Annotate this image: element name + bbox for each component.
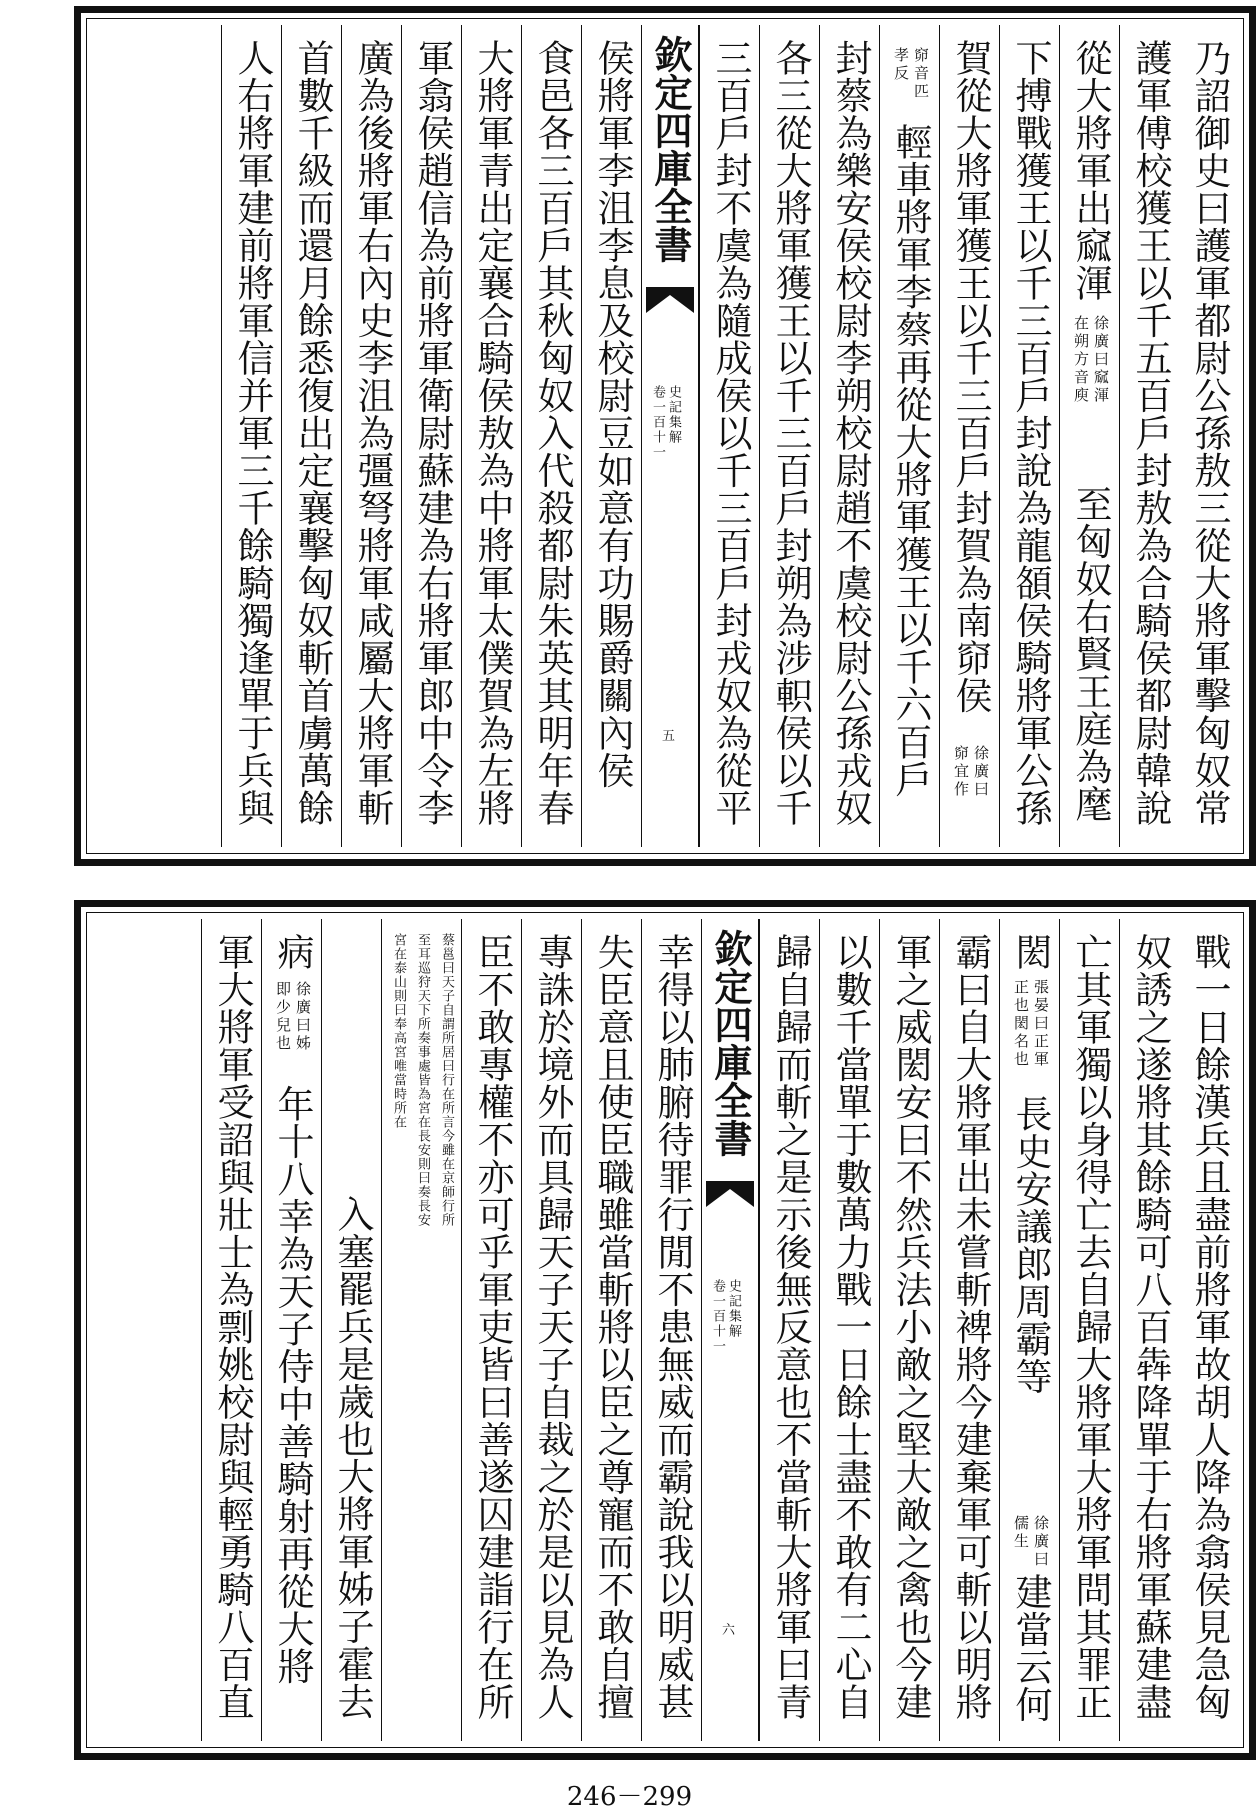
- center-source: 史記集解: [726, 1279, 741, 1339]
- text-column: [1179, 919, 1239, 1741]
- column-text-after: 年十八幸為天子侍中善騎射再從大將: [271, 1085, 314, 1685]
- annotation-right: 張晏曰正軍: [1032, 979, 1050, 1069]
- fishtail-mark: [646, 287, 694, 313]
- center-title: 欽定四庫全書: [648, 35, 693, 263]
- annotation-middle: 至耳巡狩天下所奏事處皆為宮在長安則曰奏長安: [415, 933, 430, 1227]
- text-column: [879, 25, 939, 847]
- center-source: 史記集解: [666, 385, 681, 445]
- text-column: [401, 25, 461, 847]
- column-text: 侯將軍李沮李息及校尉豆如意有功賜爵關內侯: [591, 39, 634, 789]
- text-column: [581, 919, 641, 1741]
- column-text: 人右將軍建前將軍信并軍三千餘騎獨逢單于兵與: [231, 39, 274, 827]
- text-column: [939, 25, 999, 847]
- column-text-after: 輕車將軍李蔡再從大將軍獲王以千六百戶: [889, 123, 932, 798]
- annotation-left: 在朔方音庾: [1072, 315, 1090, 405]
- text-column: [281, 25, 341, 847]
- text-column: [1179, 25, 1239, 847]
- annotation-right: 蔡邕曰天子自謂所居曰行在所言今雖在京師行所: [439, 933, 454, 1227]
- center-fold: [641, 25, 699, 847]
- column-text-after: 入塞罷兵是歲也大將軍姊子霍去: [331, 1195, 374, 1720]
- center-fold: [701, 919, 759, 1741]
- column-text: 廣為後將軍右內史李沮為彊弩將軍咸屬大將軍斬: [351, 39, 394, 827]
- column-text: 從大將軍出窳渾: [1069, 39, 1112, 302]
- annotation-left: 窌宜作: [952, 745, 970, 799]
- page-lower: [74, 900, 1256, 1760]
- text-column: [1059, 919, 1119, 1741]
- text-column: [521, 25, 581, 847]
- text-column: [521, 919, 581, 1741]
- center-page-number: 六: [722, 1623, 736, 1638]
- text-column: [819, 919, 879, 1741]
- text-column: [461, 25, 521, 847]
- column-text: 歸自歸而斬之是示後無反意也不當斬大將軍曰青: [769, 933, 812, 1721]
- column-text: 幸得以肺腑待罪行閒不患無威而霸說我以明威甚: [651, 933, 694, 1721]
- column-text: 病: [271, 933, 314, 971]
- text-column: [201, 919, 261, 1741]
- column-text: 臣不敢專權不亦可乎軍吏皆曰善遂囚建詣行在所: [471, 933, 514, 1721]
- text-column: [641, 919, 701, 1741]
- column-text-after: 建當云何: [1009, 1573, 1052, 1723]
- column-text: 下搏戰獲王以千三百戶封說為龍頟侯騎將軍公孫: [1009, 39, 1052, 827]
- text-column: [759, 25, 819, 847]
- annotation-right: 徐廣曰: [1032, 1515, 1050, 1569]
- text-column: [1119, 25, 1179, 847]
- page-upper-columns: [93, 25, 1237, 847]
- column-text: 閎: [1009, 933, 1052, 971]
- text-column: [999, 919, 1059, 1741]
- text-column: [461, 919, 521, 1741]
- text-column: [341, 25, 401, 847]
- annotation-right: 窌音匹: [912, 47, 930, 101]
- page-upper: [74, 6, 1256, 866]
- column-text: 賀從大將軍獲王以千三百戶封賀為南窌侯: [949, 39, 992, 714]
- annotation-left: 即少兒也: [274, 981, 292, 1053]
- column-text: 首數千級而還月餘悉復出定襄擊匈奴斬首虜萬餘: [291, 39, 334, 827]
- annotation-left: 正也閎名也: [1012, 979, 1030, 1069]
- center-volume: 卷一百十一: [710, 1279, 725, 1354]
- text-column: [221, 25, 281, 847]
- annotation-left: 孝反: [892, 47, 910, 83]
- column-text: 食邑各三百戶其秋匈奴入代殺都尉朱英其明年春: [531, 39, 574, 827]
- center-page-number: 五: [662, 729, 676, 744]
- column-text: 軍之威閎安曰不然兵法小敵之堅大敵之禽也今建: [889, 933, 932, 1721]
- column-text: 三百戶封不虞為隨成侯以千三百戶封戎奴為從平: [709, 39, 752, 827]
- text-column: [939, 919, 999, 1741]
- column-text: 乃詔御史曰護軍都尉公孫敖三從大將軍擊匈奴常: [1188, 39, 1231, 827]
- text-column: [819, 25, 879, 847]
- column-text: 軍大將軍受詔與壯士為剽姚校尉與輕勇騎八百直: [211, 933, 254, 1721]
- column-text: 亡其軍獨以身得亡去自歸大將軍大將軍問其罪正: [1069, 933, 1112, 1721]
- text-column: [1119, 919, 1179, 1741]
- page-number: 246－299: [566, 1782, 693, 1812]
- column-text: 封蔡為樂安侯校尉李朔校尉趙不虞校尉公孫戎奴: [829, 39, 872, 827]
- annotation-left: 儒生: [1012, 1515, 1030, 1551]
- page-lower-columns: [93, 919, 1237, 1741]
- annotation-left: 宮在泰山則曰奉高宮唯當時所在: [391, 933, 406, 1129]
- column-text: 奴誘之遂將其餘騎可八百犇降單于右將軍蘇建盡: [1129, 933, 1172, 1721]
- text-column: [1059, 25, 1119, 847]
- column-text: 失臣意且使臣職雖當斬將以臣之尊寵而不敢自擅: [591, 933, 634, 1721]
- column-text-after: 長史安議郎周霸等: [1009, 1095, 1052, 1395]
- fishtail-mark: [706, 1181, 754, 1207]
- column-text: 專誅於境外而具歸天子天子自裁之於是以見為人: [531, 933, 574, 1721]
- center-volume: 卷一百十一: [650, 385, 665, 460]
- annotation-right: 徐廣曰姊: [294, 981, 312, 1053]
- text-column: [879, 919, 939, 1741]
- column-text: 大將軍青出定襄合騎侯敖為中將軍太僕賀為左將: [471, 39, 514, 827]
- text-column: [759, 919, 819, 1741]
- column-text: 軍翕侯趙信為前將軍衛尉蘇建為右將軍郎中令李: [411, 39, 454, 827]
- text-column: [581, 25, 641, 847]
- center-title: 欽定四庫全書: [708, 929, 753, 1157]
- text-column: [999, 25, 1059, 847]
- column-text: 以數千當單于數萬力戰一日餘士盡不敢有二心自: [829, 933, 872, 1721]
- column-text: 護軍傅校獲王以千五百戶封敖為合騎侯都尉韓說: [1129, 39, 1172, 827]
- column-text: 各三從大將軍獲王以千三百戶封朔為涉軹侯以千: [769, 39, 812, 827]
- column-text: 霸曰自大將軍出未嘗斬裨將今建棄軍可斬以明將: [949, 933, 992, 1721]
- text-column: [261, 919, 321, 1741]
- column-text: 戰一日餘漢兵且盡前將軍故胡人降為翕侯見急匈: [1188, 933, 1231, 1721]
- text-column: [321, 919, 381, 1741]
- annotation-right: 徐廣曰: [972, 745, 990, 799]
- column-text-after: 至匈奴右賢王庭為麾: [1069, 485, 1112, 823]
- annotation-right: 徐廣曰窳渾: [1092, 315, 1110, 405]
- text-column: [381, 919, 461, 1741]
- text-column: [699, 25, 759, 847]
